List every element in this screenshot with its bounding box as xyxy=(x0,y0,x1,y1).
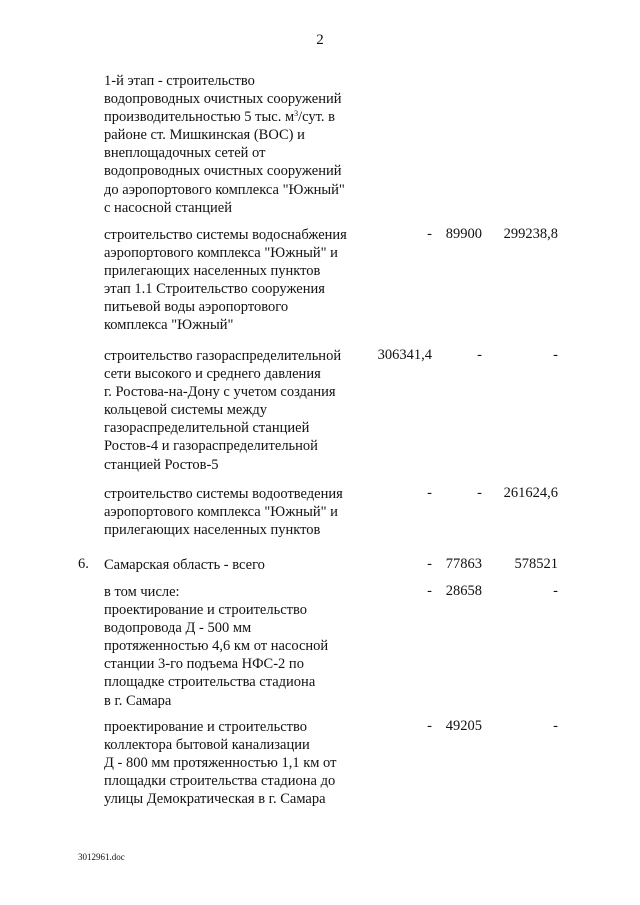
row-sewer-col3: - xyxy=(553,718,558,734)
row-pipeline-description: в том числе: проектирование и строительство водопровода Д - 500 мм протяженностью 4,6 км от насосной станции 3-го подъема НФС-2 по площадке строительства стадиона в г. Самара xyxy=(104,584,329,709)
row-gas-col3: - xyxy=(553,347,558,363)
row-samara-col1: - xyxy=(427,556,432,572)
row-pipeline-col1: - xyxy=(427,583,432,599)
row-sewer-col2: 49205 xyxy=(445,718,482,734)
row-pipeline-col3: - xyxy=(553,583,558,599)
row-gas-col2: - xyxy=(477,347,482,363)
row-gas-description: строительство газораспределительной сети высокого и среднего давления г. Ростова-на-Дону с учетом создания кольцевой системы между газораспределительной станцией Ростов-4 и газораспределительной станцией Ростов-5 xyxy=(104,348,342,473)
row-water-supply-col1: - xyxy=(427,226,432,242)
row-drainage-col3: 261624,6 xyxy=(503,485,558,501)
row-drainage-description: строительство системы водоотведения аэропортового комплекса "Южный" и прилегающих населенных пунктов xyxy=(104,486,343,539)
footer-filename: 3012961.doc xyxy=(78,852,125,862)
row-gas-col1: 306341,4 xyxy=(377,347,432,363)
row-sewer-col1: - xyxy=(427,718,432,734)
row-water-supply-description: строительство системы водоснабжения аэропортового комплекса "Южный" и прилегающих населенных пунктов этап 1.1 Строительство сооружения питьевой воды аэропортового комплекса "Южный" xyxy=(104,227,347,334)
stage1-description: 1-й этап - строительство водопроводных очистных сооружений производительностью 5 тыс. $м^3$/сут. в районе ст. Мишкинская (ВОС) и внеплощадочных сетей от водопроводных очистных сооружений до аэропортового комплекса "Южный" с насосной станцией xyxy=(104,73,345,216)
row-drainage-col2: - xyxy=(477,485,482,501)
row-sewer-description: проектирование и строительство коллектора бытовой канализации Д - 800 мм протяженностью 1,1 км от площадки строительства стадиона до улицы Демократическая в г. Самара xyxy=(104,719,337,808)
row-samara-col2: 77863 xyxy=(445,556,482,572)
row-drainage-col1: - xyxy=(427,485,432,501)
row-water-supply-col2: 89900 xyxy=(445,226,482,242)
row-samara-label: Самарская область - всего xyxy=(104,557,265,573)
row-samara-number: 6. xyxy=(78,556,89,572)
row-pipeline-col2: 28658 xyxy=(445,583,482,599)
page-number: 2 xyxy=(316,32,324,48)
row-samara-col3: 578521 xyxy=(514,556,558,572)
row-water-supply-col3: 299238,8 xyxy=(503,226,558,242)
